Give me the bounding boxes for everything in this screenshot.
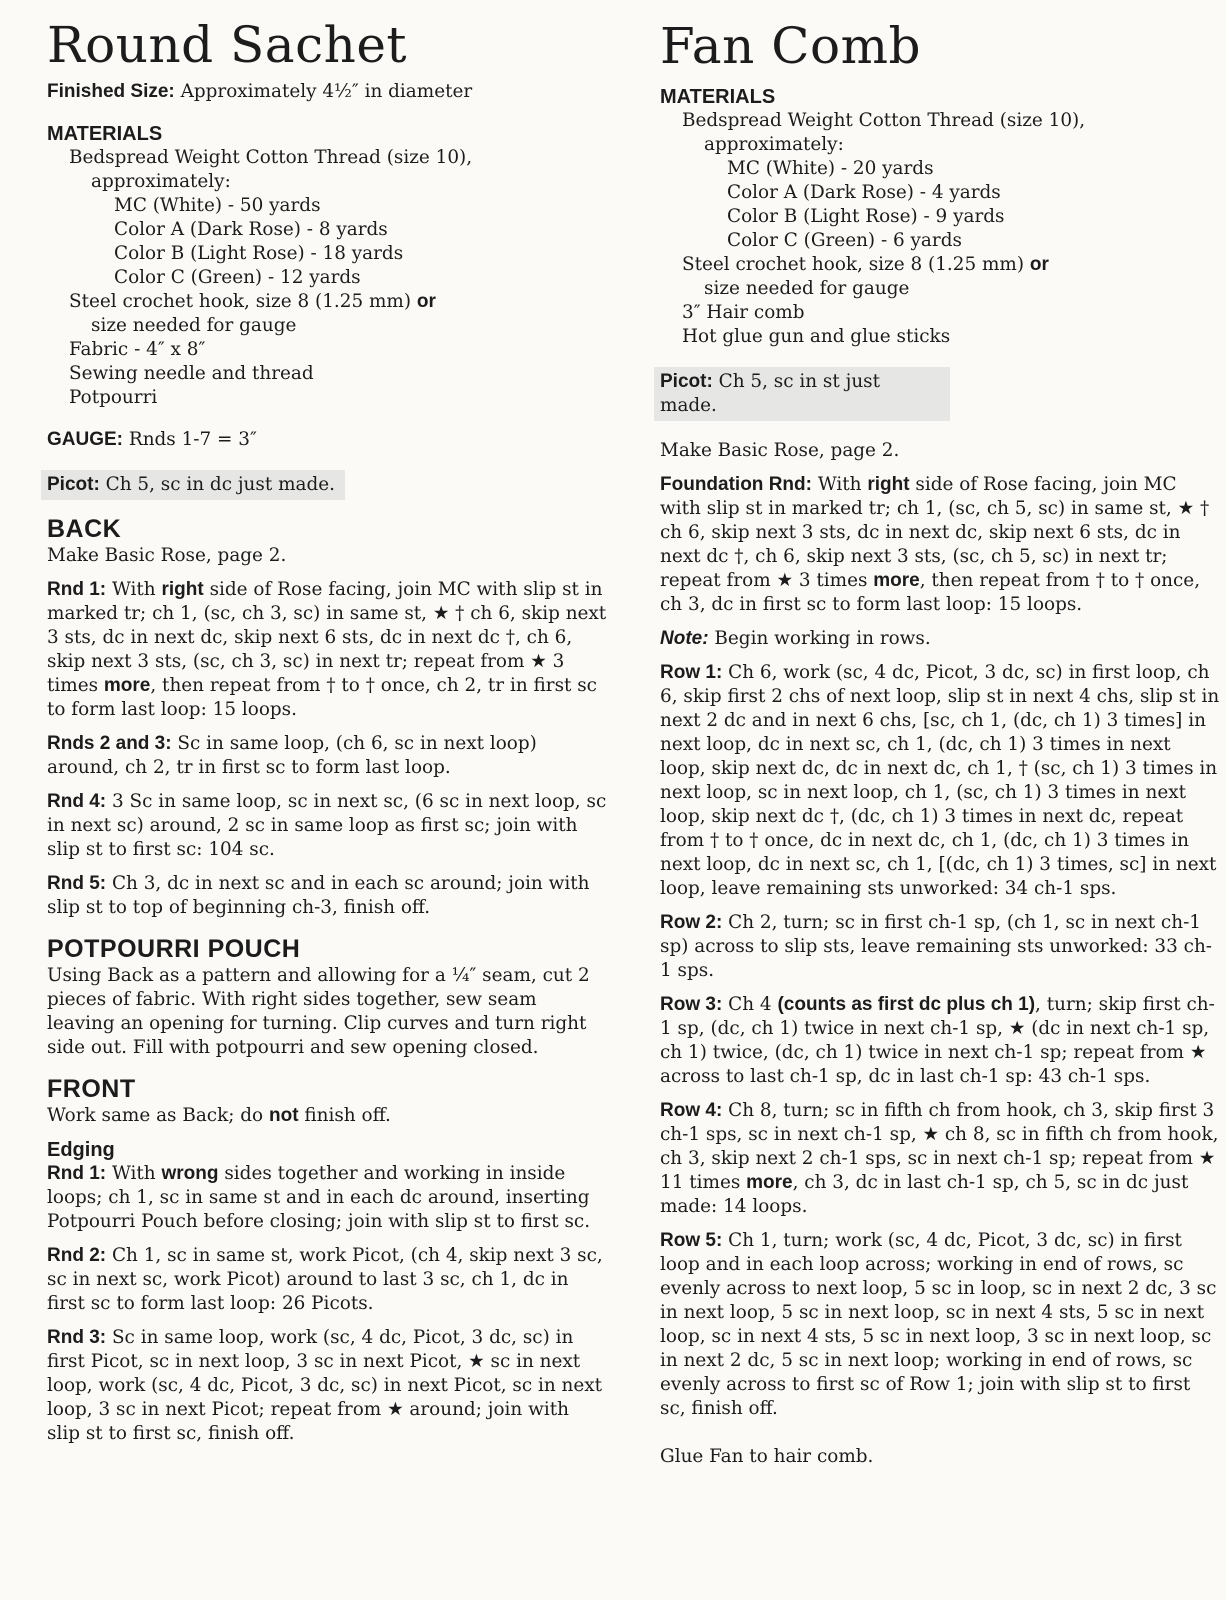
- glue-instruction: Glue Fan to hair comb.: [660, 1446, 874, 1467]
- back-rnd-2-3: Rnds 2 and 3: Sc in same loop, (ch 6, sc in next loop) around, ch 2, tr in first sc to form last loop.: [47, 733, 537, 778]
- round-sachet-column: [47, 0, 607, 1446]
- foundation-rnd: Foundation Rnd: With right side of Rose facing, join MC with slip st in marked tr; ch 1, (sc, ch 5, sc) in same st, ★ † ch 6, skip next 3 sts, dc in next dc, skip next 6 sts, dc in next dc †, ch 6, skip next 3 sts, (sc, ch 5, sc) in next tr; repeat from ★ 3 times more, then repeat from † to † once, ch 3, dc in first sc to form last loop: 15 loops.: [660, 474, 1210, 615]
- pouch-text: Using Back as a pattern and allowing for a ¼″ seam, cut 2 pieces of fabric. With right sides together, sew seam leaving an opening for turning. Clip curves and turn right side out. Fill with potpourri and sew opening closed.: [47, 965, 590, 1058]
- front-heading: FRONT: [47, 1075, 136, 1103]
- gauge: GAUGE: Rnds 1-7 = 3″: [47, 429, 257, 450]
- row-1: Row 1: Ch 6, work (sc, 4 dc, Picot, 3 dc, sc) in first loop, ch 6, skip first 2 chs of next loop, slip st in next 4 chs, slip st in next 2 dc and in next 6 chs, [sc, ch 1, (dc, ch 1) 3 times] in next loop, dc in next sc, ch 1, (dc, ch 1) 3 times in next loop, skip next dc, dc in next dc, ch 1, † (sc, ch 1) 3 times in next loop, sc in next loop, ch 1, (sc, ch 1) 3 times in next loop, skip next dc †, (dc, ch 1) 3 times in next dc, repeat from † to † once, dc in next dc, ch 1, (dc, ch 1) 3 times in next loop, dc in next sc, ch 1, [(dc, ch 1) 3 times, sc] in next loop, leave remaining sts unworked: 34 ch-1 sps.: [660, 662, 1220, 899]
- fan-intro: Make Basic Rose, page 2.: [660, 440, 900, 461]
- materials-heading: MATERIALS: [660, 86, 776, 108]
- fan-comb-column: [660, 0, 1220, 1469]
- front-rnd-1: Rnd 1: With wrong sides together and working in inside loops; ch 1, sc in same st and in each dc around, inserting Potpourri Pouch before closing; join with slip st to first sc.: [47, 1163, 591, 1232]
- row-2: Row 2: Ch 2, turn; sc in first ch-1 sp, (ch 1, sc in next ch-1 sp) across to slip sts, leave remaining sts unworked: 33 ch-1 sps.: [660, 912, 1213, 981]
- finished-size: Finished Size: Approximately 4½″ in diameter: [47, 81, 473, 102]
- materials-list: Bedspread Weight Cotton Thread (size 10), approximately: MC (White) - 50 yards Color A (Dark Rose) - 8 yards Color B (Light Rose) - 18 yards Color C (Green) - 12 yards Steel crochet hook, size 8 (1.25 mm) or size needed for gauge Fabric - 4″ x 8″ Sewing needle and thread Potpourri: [69, 147, 473, 408]
- materials-heading: MATERIALS: [47, 123, 163, 145]
- back-rnd-5: Rnd 5: Ch 3, dc in next sc and in each sc around; join with slip st to top of beginning ch-3, finish off.: [47, 873, 590, 918]
- front-rnd-3: Rnd 3: Sc in same loop, work (sc, 4 dc, Picot, 3 dc, sc) in first Picot, sc in next loop, 3 sc in next Picot, ★ sc in next loop, work (sc, 4 dc, Picot, 3 dc, sc) in next Picot, sc in next loop, 3 sc in next Picot; repeat from ★ around; join with slip st to first sc, finish off.: [47, 1327, 603, 1444]
- front-intro: Work same as Back; do not finish off.: [47, 1105, 391, 1126]
- note: Note: Begin working in rows.: [660, 628, 931, 649]
- back-rnd-4: Rnd 4: 3 Sc in same loop, sc in next sc, (6 sc in next loop, sc in next sc) around, 2 sc in same loop as first sc; join with slip st to first sc: 104 sc.: [47, 791, 607, 860]
- back-heading: BACK: [47, 515, 122, 543]
- front-rnd-2: Rnd 2: Ch 1, sc in same st, work Picot, (ch 4, skip next 3 sc, sc in next sc, work Picot) around to last 3 sc, ch 1, dc in first sc to form last loop: 26 Picots.: [47, 1245, 603, 1314]
- picot-note: Picot: Ch 5, sc in st just made.: [654, 367, 950, 421]
- row-5: Row 5: Ch 1, turn; work (sc, 4 dc, Picot, 3 dc, sc) in first loop and in each loop across; working in end of rows, sc evenly across to next loop, 5 sc in loop, sc in next 2 dc, 3 sc in next loop, 5 sc in next loop, sc in next 4 sts, 5 sc in next loop, sc in next 4 sts, 5 sc in next loop, 3 sc in next loop, sc in next 2 dc, 5 sc in next loop; working in end of rows, sc evenly across to first sc of Row 1; join with slip st to first sc, finish off.: [660, 1230, 1217, 1419]
- back-rnd-1: Rnd 1: With right side of Rose facing, join MC with slip st in marked tr; ch 1, (sc, ch 3, sc) in same st, ★ † ch 6, skip next 3 sts, dc in next dc, skip next 6 sts, dc in next dc †, ch 6, skip next 3 sts, (sc, ch 3, sc) in next tr; repeat from ★ 3 times more, then repeat from † to † once, ch 2, tr in first sc to form last loop: 15 loops.: [47, 579, 607, 720]
- pouch-heading: POTPOURRI POUCH: [47, 935, 301, 963]
- back-intro: Make Basic Rose, page 2.: [47, 545, 287, 566]
- edging-heading: Edging: [47, 1139, 115, 1161]
- materials-list: Bedspread Weight Cotton Thread (size 10), approximately: MC (White) - 20 yards Color A (Dark Rose) - 4 yards Color B (Light Rose) - 9 yards Color C (Green) - 6 yards Steel crochet hook, size 8 (1.25 mm) or size needed for gauge 3″ Hair comb Hot glue gun and glue sticks: [682, 110, 1086, 347]
- picot-note: Picot: Ch 5, sc in dc just made.: [41, 470, 345, 500]
- fan-comb-title: Fan Comb: [660, 17, 921, 75]
- row-4: Row 4: Ch 8, turn; sc in fifth ch from hook, ch 3, skip first 3 ch-1 sps, sc in next ch-1 sp, ★ ch 8, sc in fifth ch from hook, ch 3, skip next 2 ch-1 sps, sc in next ch-1 sp; repeat from ★ 11 times more, ch 3, dc in last ch-1 sp, ch 5, sc in dc just made: 14 loops.: [660, 1100, 1219, 1217]
- row-3: Row 3: Ch 4 (counts as first dc plus ch 1), turn; skip first ch-1 sp, (dc, ch 1) twice in next ch-1 sp, ★ (dc in next ch-1 sp, ch 1) twice, (dc, ch 1) twice in next ch-1 sp; repeat from ★ across to last ch-1 sp, dc in last ch-1 sp: 43 ch-1 sps.: [660, 994, 1215, 1087]
- round-sachet-title: Round Sachet: [47, 16, 408, 74]
